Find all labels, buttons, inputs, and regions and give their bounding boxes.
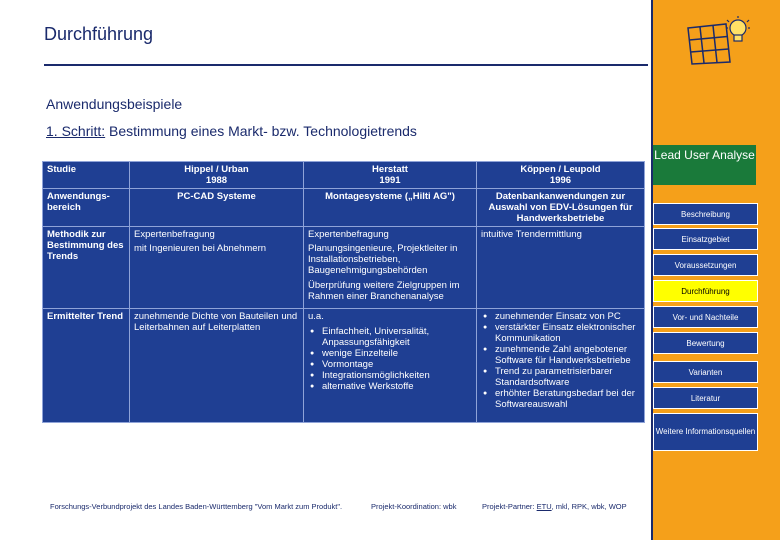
nav-durchfuehrung[interactable]: Durchführung: [653, 280, 758, 302]
nav-beschreibung[interactable]: Beschreibung: [653, 203, 758, 225]
header-author: Herstatt: [372, 164, 408, 175]
table-cell: [477, 227, 645, 309]
footer-partners-prefix: Projekt-Partner:: [482, 502, 537, 511]
table-header-row: [43, 162, 645, 189]
header-cell-hippel: [130, 162, 304, 189]
list-item: ● zunehmender Einsatz von PC: [481, 311, 640, 322]
list-item: ● erhöhter Beratungsbedarf bei der Softwareauswahl: [481, 388, 640, 410]
list-item: ● zunehmende Zahl angebotener Software für Handwerksbetriebe: [481, 344, 640, 366]
nav-vor-und-nachteile[interactable]: Vor- und Nachteile: [653, 306, 758, 328]
header-year: 1996: [549, 175, 572, 186]
nav-weitere-informationsquellen[interactable]: Weitere Informationsquellen: [653, 413, 758, 451]
footer-partners: [482, 502, 627, 511]
list-item: ● wenige Einzelteile: [308, 348, 472, 359]
header-cell-koeppen: [477, 162, 645, 189]
row-label: Ermittelter Trend: [43, 309, 130, 423]
table-cell: Datenbankanwendungen zur Auswahl von EDV-Lösungen für Handwerksbetriebe: [477, 189, 645, 227]
footer-coordination: Projekt-Koordination: wbk: [371, 502, 457, 511]
section-subtitle: Anwendungsbeispiele: [46, 96, 183, 112]
list-item: ● Vormontage: [308, 359, 472, 370]
page-title: Durchführung: [44, 24, 154, 44]
studies-table: [42, 161, 645, 423]
header-year: 1991: [379, 175, 401, 186]
table-row: [43, 227, 645, 309]
table-cell: [477, 309, 645, 423]
cell-text: Planungsingenieure, Projektleiter in Installationsbetrieben, Baugenehmigungsbehörden: [308, 243, 458, 276]
table-cell: zunehmende Dichte von Bauteilen und Leiterbahnen auf Leiterplatten: [130, 309, 304, 423]
title-rule: [44, 64, 648, 66]
list-item: ● Trend zu parametrisierbarer Standardsoftware: [481, 366, 640, 388]
nav-bewertung[interactable]: Bewertung: [653, 332, 758, 354]
header-author: Hippel / Urban: [184, 164, 249, 175]
table-cell: [130, 227, 304, 309]
step-prefix: 1. Schritt:: [46, 123, 106, 139]
bullet-list: [308, 326, 472, 392]
list-item: ● alternative Werkstoffe: [308, 381, 472, 392]
cell-heading: Expertenbefragung: [308, 229, 389, 240]
list-item: ● Integrationsmöglichkeiten: [308, 370, 472, 381]
header-author: Köppen / Leupold: [520, 164, 601, 175]
list-item: ● verstärkter Einsatz elektronischer Kommunikation: [481, 322, 640, 344]
cell-text: mit Ingenieuren bei Abnehmern: [134, 243, 267, 254]
row-label: Methodik zur Bestimmung des Trends: [43, 227, 130, 309]
table-cell: [304, 309, 477, 423]
footer-project: Forschungs-Verbundprojekt des Landes Baden-Württemberg "Vom Markt zum Produkt".: [50, 502, 343, 511]
table-cell: PC-CAD Systeme: [130, 189, 304, 227]
nav-einsatzgebiet[interactable]: Einsatzgebiet: [653, 228, 758, 250]
step-heading: [46, 123, 417, 139]
cell-heading: Expertenbefragung: [134, 229, 215, 240]
cell-text: Überprüfung weitere Zielgruppen im Rahmen einer Branchenanalyse: [308, 280, 460, 302]
header-year: 1988: [205, 175, 228, 186]
grid-lightbulb-logo-icon: [682, 14, 754, 66]
footer-partners-suffix: , mkl, RPK, wbk, WOP: [551, 502, 627, 511]
lead-user-analysis-box: Lead User Analyse: [653, 145, 756, 185]
header-cell-studie: Studie: [43, 162, 130, 189]
table-cell: Montagesysteme („Hilti AG"): [304, 189, 477, 227]
row-label: Anwendungs-bereich: [43, 189, 130, 227]
list-item: ● Einfachheit, Universalität, Anpassungsfähigkeit: [308, 326, 472, 348]
table-row: [43, 309, 645, 423]
cell-heading: intuitive Trendermittlung: [481, 229, 582, 240]
etu-link[interactable]: ETU: [536, 502, 552, 511]
bullet-list: [481, 311, 640, 410]
cell-text: u.a.: [308, 311, 324, 322]
step-text: Bestimmung eines Markt- bzw. Technologietrends: [105, 123, 417, 139]
header-cell-herstatt: [304, 162, 477, 189]
nav-voraussetzungen[interactable]: Voraussetzungen: [653, 254, 758, 276]
nav-literatur[interactable]: Literatur: [653, 387, 758, 409]
table-cell: [304, 227, 477, 309]
nav-varianten[interactable]: Varianten: [653, 361, 758, 383]
table-row: [43, 189, 645, 227]
